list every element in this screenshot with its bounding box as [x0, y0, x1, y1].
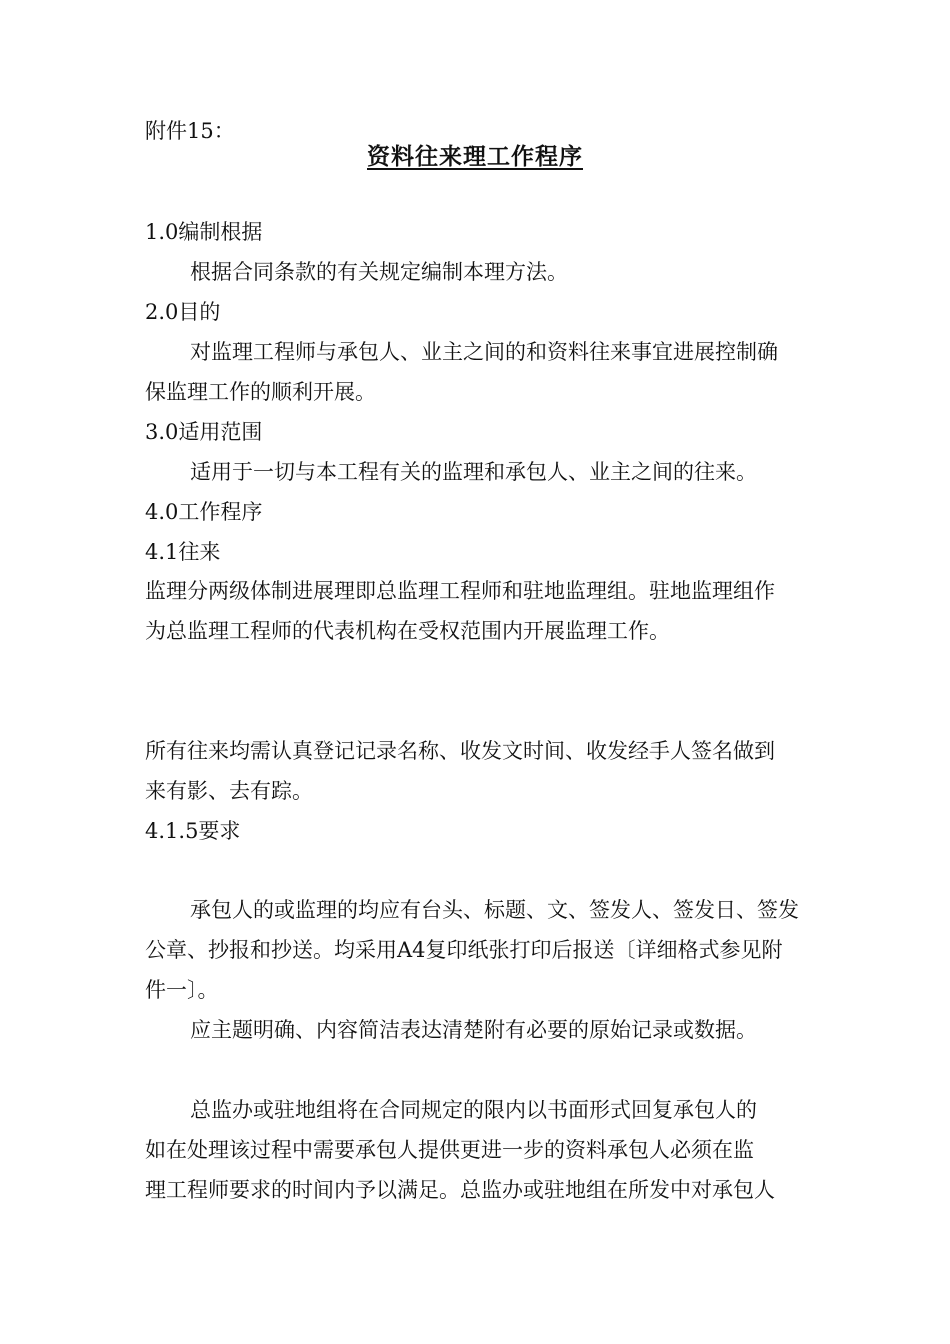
section-1-heading: 1.0编制根据 [145, 220, 263, 244]
paragraph-e-line-3: 理工程师要求的时间内予以满足。总监办或驻地组在所发中对承包人 [145, 1178, 775, 1202]
paragraph-a-line-1: 监理分两级体制进展理即总监理工程师和驻地监理组。驻地监理组作 [145, 579, 775, 603]
section-3-heading: 3.0适用范围 [145, 420, 263, 444]
section-1-paragraph: 根据合同条款的有关规定编制本理方法。 [190, 260, 568, 284]
paragraph-e-line-1: 总监办或驻地组将在合同规定的限内以书面形式回复承包人的 [190, 1098, 757, 1122]
section-2-heading: 2.0目的 [145, 300, 221, 324]
paragraph-c-line-2: 公章、抄报和抄送。均采用A4复印纸张打印后报送〔详细格式参见附 [145, 938, 783, 962]
section-3-paragraph: 适用于一切与本工程有关的监理和承包人、业主之间的往来。 [190, 460, 757, 484]
section-4-heading: 4.0工作程序 [145, 500, 263, 524]
paragraph-c-line-1: 承包人的或监理的均应有台头、标题、文、签发人、签发日、签发 [190, 898, 799, 922]
paragraph-b-line-2: 来有影、去有踪。 [145, 779, 313, 803]
section-2-paragraph-line-2: 保监理工作的顺利开展。 [145, 380, 376, 404]
paragraph-c-line-3: 件一〕。 [145, 978, 219, 1002]
paragraph-e-line-2: 如在处理该过程中需要承包人提供更进一步的资料承包人必须在监 [145, 1138, 754, 1162]
section-2-paragraph-line-1: 对监理工程师与承包人、业主之间的和资料往来事宜进展控制确 [190, 340, 778, 364]
paragraph-b-line-1: 所有往来均需认真登记记录名称、收发文时间、收发经手人签名做到 [145, 739, 775, 763]
section-4-1-5-heading: 4.1.5要求 [145, 819, 241, 843]
document-title: 资料往来理工作程序 [367, 143, 583, 170]
section-4-1-heading: 4.1往来 [145, 540, 221, 564]
attachment-label: 附件15： [145, 119, 235, 143]
paragraph-d-line-1: 应主题明确、内容简洁表达清楚附有必要的原始记录或数据。 [190, 1018, 757, 1042]
paragraph-a-line-2: 为总监理工程师的代表机构在受权范围内开展监理工作。 [145, 619, 670, 643]
